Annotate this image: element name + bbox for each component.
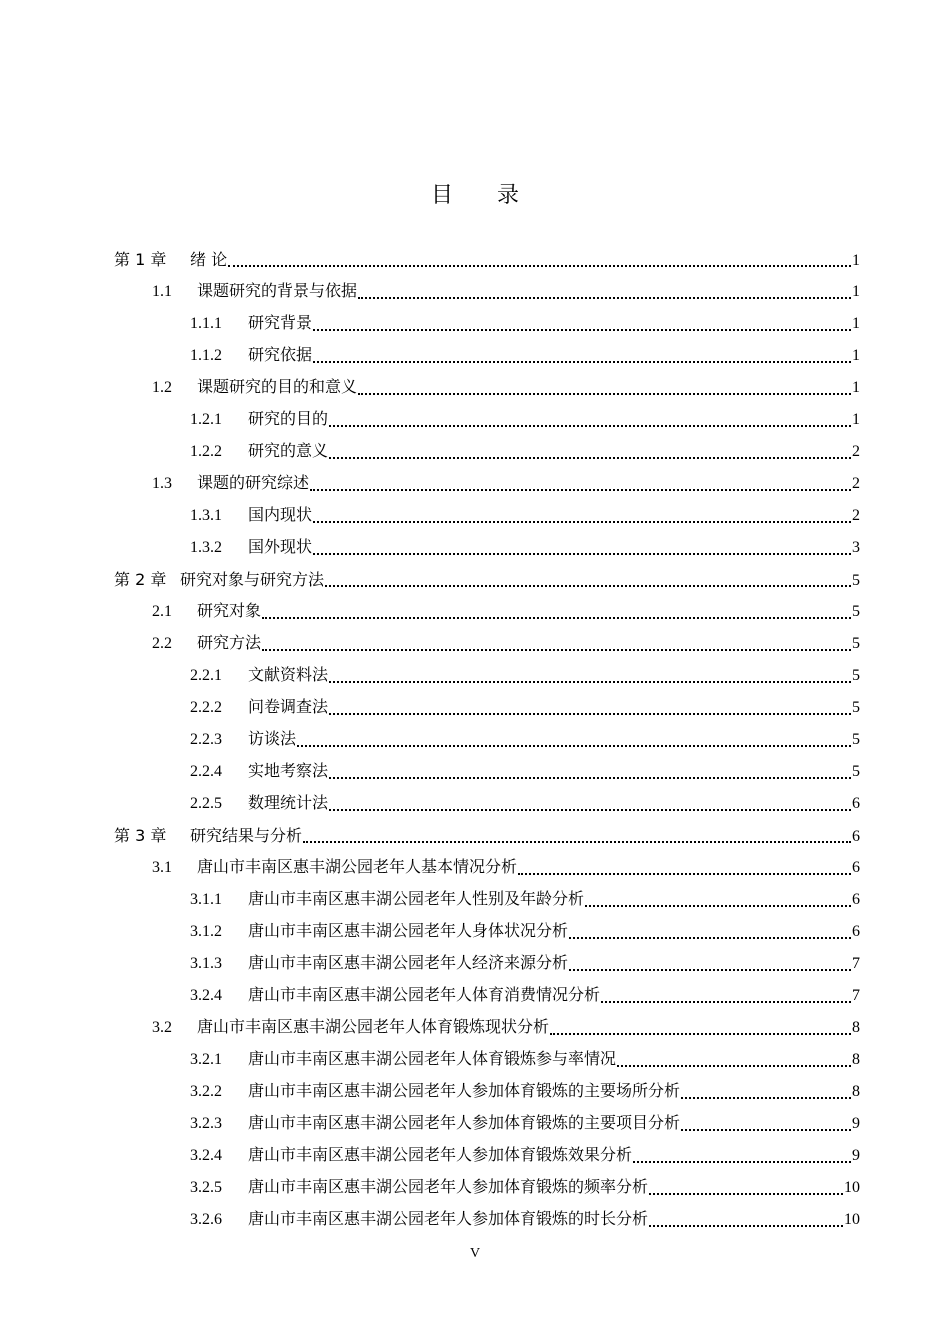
toc-dot-leader bbox=[303, 841, 851, 843]
toc-entry-page: 10 bbox=[844, 1179, 860, 1196]
toc-entry-label: 唐山市丰南区惠丰湖公园老年人参加体育锻炼的时长分析 bbox=[248, 1211, 649, 1228]
toc-entry[interactable] bbox=[114, 660, 860, 692]
toc-entry-page: 3 bbox=[852, 539, 860, 556]
toc-entry-number: 2.2.3 bbox=[190, 731, 222, 748]
toc-entry-page: 8 bbox=[852, 1051, 860, 1068]
toc-dot-leader bbox=[569, 969, 851, 971]
toc-entry-label: 课题研究的目的和意义 bbox=[197, 379, 358, 396]
toc-entry-number: 2.2.5 bbox=[190, 795, 222, 812]
toc-entry-number: 3.2.6 bbox=[190, 1211, 222, 1228]
toc-dot-leader bbox=[329, 809, 851, 811]
toc-entry[interactable] bbox=[114, 884, 860, 916]
toc-entry-label: 研究的目的 bbox=[248, 411, 329, 428]
toc-entry-number: 1.2.2 bbox=[190, 443, 222, 460]
toc-entry-label: 研究方法 bbox=[197, 635, 262, 652]
toc-entry-number: 2.2.2 bbox=[190, 699, 222, 716]
toc-entry-label: 研究对象与研究方法 bbox=[180, 570, 325, 589]
toc-dot-leader bbox=[313, 329, 851, 331]
toc-entry-page: 5 bbox=[852, 603, 860, 620]
toc-entry-page: 8 bbox=[852, 1083, 860, 1100]
toc-entry[interactable] bbox=[114, 1076, 860, 1108]
toc-entry-page: 8 bbox=[852, 1019, 860, 1036]
toc-dot-leader bbox=[329, 713, 851, 715]
table-of-contents bbox=[114, 244, 860, 1236]
toc-entry-number: 3.1.1 bbox=[190, 891, 222, 908]
toc-dot-leader bbox=[313, 361, 851, 363]
toc-dot-leader bbox=[649, 1193, 843, 1195]
toc-entry-number: 1.3.2 bbox=[190, 539, 222, 556]
toc-entry[interactable] bbox=[114, 756, 860, 788]
toc-entry-label: 唐山市丰南区惠丰湖公园老年人参加体育锻炼的主要项目分析 bbox=[248, 1115, 681, 1132]
toc-entry-label: 国外现状 bbox=[248, 539, 313, 556]
toc-entry-label: 数理统计法 bbox=[248, 795, 329, 812]
toc-entry-page: 6 bbox=[852, 923, 860, 940]
toc-dot-leader bbox=[518, 873, 851, 875]
toc-entry[interactable] bbox=[114, 1140, 860, 1172]
toc-entry-page: 5 bbox=[852, 699, 860, 716]
toc-entry-label: 唐山市丰南区惠丰湖公园老年人体育锻炼参与率情况 bbox=[248, 1051, 617, 1068]
toc-entry[interactable] bbox=[114, 436, 860, 468]
toc-dot-leader bbox=[325, 585, 851, 587]
toc-entry-label: 唐山市丰南区惠丰湖公园老年人体育锻炼现状分析 bbox=[197, 1019, 550, 1036]
toc-entry-number: 3.2.4 bbox=[190, 987, 222, 1004]
toc-entry[interactable] bbox=[114, 1172, 860, 1204]
toc-dot-leader bbox=[550, 1033, 851, 1035]
toc-entry[interactable] bbox=[114, 1108, 860, 1140]
toc-dot-leader bbox=[228, 265, 851, 267]
toc-entry-number: 3.2.5 bbox=[190, 1179, 222, 1196]
toc-dot-leader bbox=[310, 489, 851, 491]
toc-entry-label: 国内现状 bbox=[248, 507, 313, 524]
toc-dot-leader bbox=[617, 1065, 851, 1067]
toc-entry-page: 1 bbox=[852, 315, 860, 332]
toc-entry-number: 3.2 bbox=[152, 1019, 172, 1036]
toc-entry-number: 1.1.2 bbox=[190, 347, 222, 364]
toc-entry[interactable] bbox=[114, 276, 860, 308]
toc-entry-label: 唐山市丰南区惠丰湖公园老年人参加体育锻炼的主要场所分析 bbox=[248, 1083, 681, 1100]
toc-entry-number: 1.1.1 bbox=[190, 315, 222, 332]
toc-dot-leader bbox=[262, 649, 851, 651]
toc-entry[interactable] bbox=[114, 404, 860, 436]
toc-entry-number: 1.3.1 bbox=[190, 507, 222, 524]
toc-entry-page: 6 bbox=[852, 828, 860, 845]
toc-entry-label: 研究结果与分析 bbox=[190, 826, 303, 845]
toc-entry-page: 1 bbox=[852, 411, 860, 428]
toc-entry-number: 1.2.1 bbox=[190, 411, 222, 428]
toc-entry[interactable] bbox=[114, 500, 860, 532]
toc-entry-number: 2.2.1 bbox=[190, 667, 222, 684]
toc-entry-number: 2.2 bbox=[152, 635, 172, 652]
toc-entry-number: 2.2.4 bbox=[190, 763, 222, 780]
toc-entry-number: 3.1.3 bbox=[190, 955, 222, 972]
toc-entry-label: 唐山市丰南区惠丰湖公园老年人参加体育锻炼的频率分析 bbox=[248, 1179, 649, 1196]
toc-entry-page: 9 bbox=[852, 1147, 860, 1164]
toc-entry[interactable] bbox=[114, 724, 860, 756]
toc-entry-page: 5 bbox=[852, 731, 860, 748]
toc-dot-leader bbox=[681, 1097, 851, 1099]
toc-entry[interactable] bbox=[114, 980, 860, 1012]
toc-dot-leader bbox=[649, 1225, 843, 1227]
toc-entry[interactable] bbox=[114, 820, 860, 852]
toc-entry-page: 5 bbox=[852, 667, 860, 684]
toc-entry-number: 1.1 bbox=[152, 283, 172, 300]
toc-entry[interactable] bbox=[114, 1204, 860, 1236]
page-number: V bbox=[469, 1246, 481, 1261]
toc-entry-label: 唐山市丰南区惠丰湖公园老年人参加体育锻炼效果分析 bbox=[248, 1147, 633, 1164]
toc-entry-page: 6 bbox=[852, 859, 860, 876]
toc-entry-number: 1.2 bbox=[152, 379, 172, 396]
toc-entry-label: 问卷调查法 bbox=[248, 699, 329, 716]
toc-entry[interactable] bbox=[114, 628, 860, 660]
toc-entry[interactable] bbox=[114, 916, 860, 948]
toc-dot-leader bbox=[262, 617, 851, 619]
toc-entry[interactable] bbox=[114, 788, 860, 820]
toc-entry-number: 3.2.2 bbox=[190, 1083, 222, 1100]
toc-entry-label: 研究背景 bbox=[248, 315, 313, 332]
toc-entry[interactable] bbox=[114, 468, 860, 500]
toc-entry-label: 研究的意义 bbox=[248, 443, 329, 460]
toc-entry-page: 5 bbox=[852, 572, 860, 589]
toc-entry-number: 3.2.1 bbox=[190, 1051, 222, 1068]
toc-entry[interactable] bbox=[114, 532, 860, 564]
toc-entry-page: 6 bbox=[852, 891, 860, 908]
toc-entry-label: 绪 论 bbox=[190, 250, 228, 269]
toc-entry-label: 唐山市丰南区惠丰湖公园老年人身体状况分析 bbox=[248, 923, 569, 940]
toc-entry[interactable] bbox=[114, 1044, 860, 1076]
toc-entry-page: 5 bbox=[852, 635, 860, 652]
toc-entry-number: 1.3 bbox=[152, 475, 172, 492]
toc-entry[interactable] bbox=[114, 372, 860, 404]
toc-entry-page: 2 bbox=[852, 443, 860, 460]
toc-entry[interactable] bbox=[114, 948, 860, 980]
toc-entry-page: 2 bbox=[852, 507, 860, 524]
toc-entry-page: 10 bbox=[844, 1211, 860, 1228]
toc-entry-page: 9 bbox=[852, 1115, 860, 1132]
toc-entry-label: 访谈法 bbox=[248, 731, 297, 748]
toc-entry-page: 1 bbox=[852, 252, 860, 269]
toc-dot-leader bbox=[297, 745, 851, 747]
toc-entry[interactable] bbox=[114, 244, 860, 276]
toc-entry-label: 课题的研究综述 bbox=[197, 475, 310, 492]
toc-entry-number: 第 3 章 bbox=[114, 826, 167, 845]
toc-entry-page: 1 bbox=[852, 347, 860, 364]
toc-entry-number: 第 1 章 bbox=[114, 250, 167, 269]
toc-entry-label: 实地考察法 bbox=[248, 763, 329, 780]
toc-title: 目录 bbox=[430, 183, 563, 208]
toc-entry-page: 5 bbox=[852, 763, 860, 780]
toc-entry-label: 唐山市丰南区惠丰湖公园老年人体育消费情况分析 bbox=[248, 987, 601, 1004]
toc-entry-page: 2 bbox=[852, 475, 860, 492]
toc-dot-leader bbox=[633, 1161, 851, 1163]
toc-entry-number: 第 2 章 bbox=[114, 570, 167, 589]
toc-dot-leader bbox=[569, 937, 851, 939]
toc-entry-page: 1 bbox=[852, 283, 860, 300]
toc-entry-number: 3.2.3 bbox=[190, 1115, 222, 1132]
toc-entry-label: 唐山市丰南区惠丰湖公园老年人基本情况分析 bbox=[197, 859, 518, 876]
toc-dot-leader bbox=[601, 1001, 851, 1003]
toc-dot-leader bbox=[358, 393, 851, 395]
toc-entry[interactable] bbox=[114, 596, 860, 628]
toc-entry-page: 7 bbox=[852, 955, 860, 972]
toc-dot-leader bbox=[681, 1129, 851, 1131]
toc-entry[interactable] bbox=[114, 564, 860, 596]
toc-entry-label: 唐山市丰南区惠丰湖公园老年人性别及年龄分析 bbox=[248, 891, 585, 908]
toc-entry[interactable] bbox=[114, 1012, 860, 1044]
toc-entry[interactable] bbox=[114, 852, 860, 884]
toc-dot-leader bbox=[329, 681, 851, 683]
toc-entry-label: 研究依据 bbox=[248, 347, 313, 364]
toc-entry-page: 7 bbox=[852, 987, 860, 1004]
toc-entry-label: 文献资料法 bbox=[248, 667, 329, 684]
toc-entry[interactable] bbox=[114, 308, 860, 340]
toc-dot-leader bbox=[313, 553, 851, 555]
toc-entry-number: 2.1 bbox=[152, 603, 172, 620]
toc-dot-leader bbox=[329, 777, 851, 779]
toc-dot-leader bbox=[358, 297, 851, 299]
toc-entry[interactable] bbox=[114, 692, 860, 724]
toc-entry[interactable] bbox=[114, 340, 860, 372]
toc-entry-number: 3.1.2 bbox=[190, 923, 222, 940]
toc-entry-page: 6 bbox=[852, 795, 860, 812]
toc-entry-number: 3.2.4 bbox=[190, 1147, 222, 1164]
toc-dot-leader bbox=[585, 905, 851, 907]
toc-entry-number: 3.1 bbox=[152, 859, 172, 876]
toc-dot-leader bbox=[329, 425, 851, 427]
toc-dot-leader bbox=[313, 521, 851, 523]
toc-entry-page: 1 bbox=[852, 379, 860, 396]
toc-entry-label: 唐山市丰南区惠丰湖公园老年人经济来源分析 bbox=[248, 955, 569, 972]
toc-entry-label: 研究对象 bbox=[197, 603, 262, 620]
toc-entry-label: 课题研究的背景与依据 bbox=[197, 283, 358, 300]
toc-dot-leader bbox=[329, 457, 851, 459]
